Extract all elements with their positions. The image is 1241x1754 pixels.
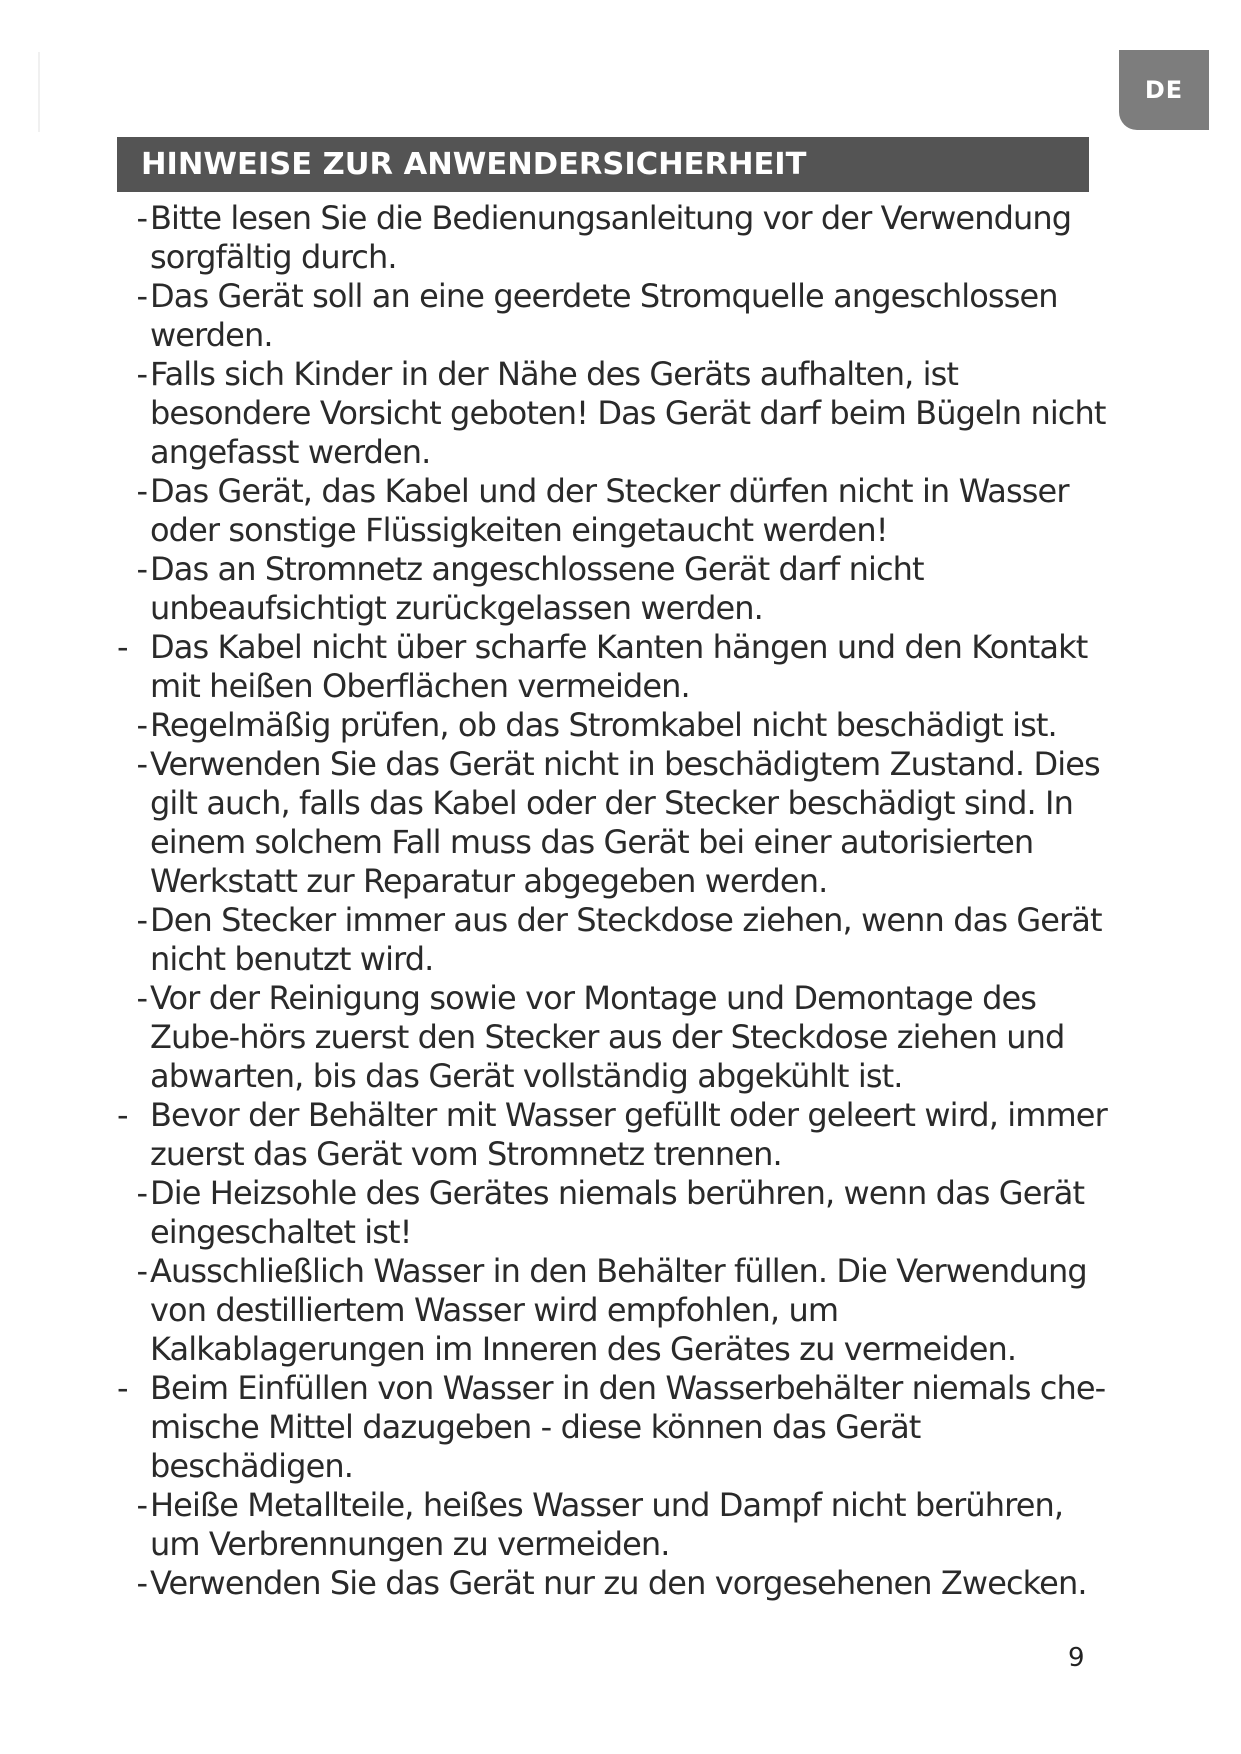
list-item-text: Das Gerät soll an eine geerdete Stromquelle angeschlossen werden. bbox=[150, 277, 1058, 354]
list-item bbox=[110, 277, 1115, 355]
list-item bbox=[110, 901, 1115, 979]
list-item bbox=[110, 628, 1115, 706]
section-header bbox=[117, 137, 1089, 192]
list-item bbox=[110, 745, 1115, 901]
list-item-text: Beim Einfüllen von Wasser in den Wasserbehälter niemals che-mische Mittel dazugeben - diese können das Gerät beschädigen. bbox=[150, 1369, 1106, 1485]
page-number: 9 bbox=[1068, 1643, 1085, 1673]
list-item-text: Falls sich Kinder in der Nähe des Geräts aufhalten, ist besondere Vorsicht geboten! Das Gerät darf beim Bügeln nicht angefasst werden. bbox=[150, 355, 1106, 471]
list-item bbox=[110, 199, 1115, 277]
list-item-text: Regelmäßig prüfen, ob das Stromkabel nicht beschädigt ist. bbox=[150, 706, 1057, 744]
safety-instructions-list bbox=[110, 199, 1115, 1603]
list-item bbox=[110, 1564, 1115, 1603]
list-item-dash: - bbox=[136, 979, 148, 1017]
list-item bbox=[110, 355, 1115, 472]
list-item-dash: - bbox=[136, 355, 148, 393]
list-item-text: Heiße Metallteile, heißes Wasser und Dampf nicht berühren, um Verbrennungen zu vermeiden. bbox=[150, 1486, 1064, 1563]
list-item-text: Ausschließlich Wasser in den Behälter füllen. Die Verwendung von destilliertem Wasser wird empfohlen, um Kalkablagerungen im Inneren des Gerätes zu vermeiden. bbox=[150, 1252, 1087, 1368]
list-item-text: Bitte lesen Sie die Bedienungsanleitung vor der Verwendung sorgfältig durch. bbox=[150, 199, 1072, 276]
list-item bbox=[110, 979, 1115, 1096]
list-item-dash: - bbox=[136, 277, 148, 315]
list-item-text: Das an Stromnetz angeschlossene Gerät darf nicht unbeaufsichtigt zurückgelassen werden. bbox=[150, 550, 924, 627]
list-item bbox=[110, 550, 1115, 628]
list-item-text: Verwenden Sie das Gerät nur zu den vorgesehenen Zwecken. bbox=[150, 1564, 1087, 1602]
list-item-text: Die Heizsohle des Gerätes niemals berühren, wenn das Gerät eingeschaltet ist! bbox=[150, 1174, 1085, 1251]
language-tab-label: DE bbox=[1144, 76, 1184, 104]
list-item-dash: - bbox=[136, 472, 148, 510]
list-item-dash: - bbox=[117, 628, 129, 666]
list-item-dash: - bbox=[136, 1564, 148, 1602]
list-item-dash: - bbox=[117, 1369, 129, 1407]
language-tab bbox=[1119, 50, 1209, 130]
list-item bbox=[110, 1486, 1115, 1564]
list-item-text: Vor der Reinigung sowie vor Montage und Demontage des Zube-hörs zuerst den Stecker aus der Steckdose ziehen und abwarten, bis das Gerät vollständig abgekühlt ist. bbox=[150, 979, 1065, 1095]
list-item-text: Verwenden Sie das Gerät nicht in beschädigtem Zustand. Dies gilt auch, falls das Kabel oder der Stecker beschädigt sind. In einem solchem Fall muss das Gerät bei einer autorisierten Werkstatt zur Reparatur abgegeben werden. bbox=[150, 745, 1100, 900]
list-item-dash: - bbox=[136, 1174, 148, 1212]
list-item-dash: - bbox=[136, 1486, 148, 1524]
list-item-dash: - bbox=[136, 901, 148, 939]
list-item-dash: - bbox=[136, 1252, 148, 1290]
list-item-dash: - bbox=[136, 550, 148, 588]
list-item-text: Den Stecker immer aus der Steckdose ziehen, wenn das Gerät nicht benutzt wird. bbox=[150, 901, 1102, 978]
list-item-dash: - bbox=[136, 199, 148, 237]
list-item bbox=[110, 1174, 1115, 1252]
section-title: HINWEISE ZUR ANWENDERSICHERHEIT bbox=[141, 147, 807, 182]
list-item bbox=[110, 1096, 1115, 1174]
list-item-text: Bevor der Behälter mit Wasser gefüllt oder geleert wird, immer zuerst das Gerät vom Stromnetz trennen. bbox=[150, 1096, 1107, 1173]
page-edge-mark bbox=[38, 52, 40, 132]
list-item-dash: - bbox=[136, 745, 148, 783]
list-item bbox=[110, 472, 1115, 550]
list-item-text: Das Gerät, das Kabel und der Stecker dürfen nicht in Wasser oder sonstige Flüssigkeiten eingetaucht werden! bbox=[150, 472, 1069, 549]
list-item-text: Das Kabel nicht über scharfe Kanten hängen und den Kontakt mit heißen Oberflächen vermeiden. bbox=[150, 628, 1088, 705]
list-item bbox=[110, 1252, 1115, 1369]
list-item bbox=[110, 706, 1115, 745]
list-item bbox=[110, 1369, 1115, 1486]
list-item-dash: - bbox=[117, 1096, 129, 1134]
list-item-dash: - bbox=[136, 706, 148, 744]
